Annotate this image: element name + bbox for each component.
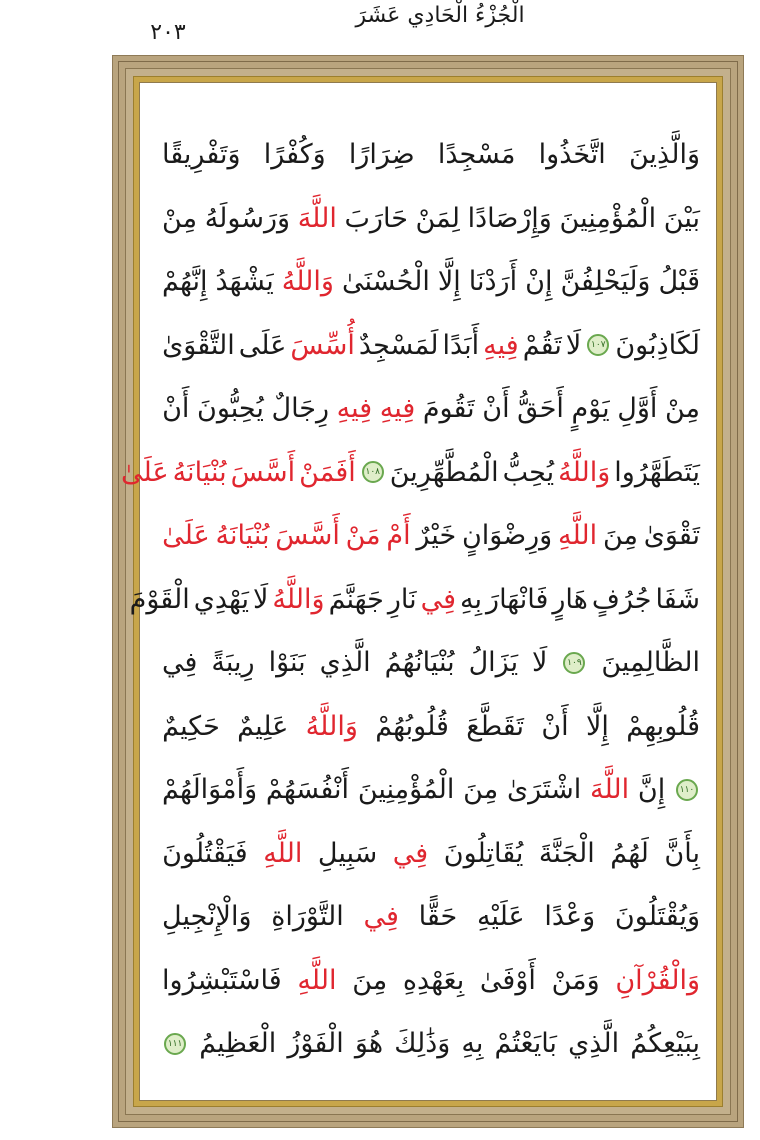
page-number: ٢٠٣	[150, 20, 186, 45]
word: بُنْيَانُهُمُ	[384, 647, 455, 679]
word: بِأَنَّ	[664, 837, 700, 869]
word: قَبْلُ	[658, 266, 700, 298]
highlighted-word: وَاللَّهُ	[272, 583, 325, 615]
word: لِمَنْ	[415, 202, 460, 234]
highlighted-word: اللَّهِ	[558, 520, 598, 552]
word: الْمُطَّهِّرِينَ	[389, 456, 499, 488]
frame-band	[121, 68, 731, 1115]
text-line	[121, 441, 702, 505]
word: وَرَسُولَهُ	[204, 202, 291, 234]
word: مِنَ	[602, 520, 638, 552]
word: عَلَيْهِ	[476, 901, 525, 933]
highlighted-word: وَاللَّهُ	[558, 456, 611, 488]
word: حَقًّا	[418, 901, 458, 933]
word: بِهِ	[461, 1028, 484, 1060]
highlighted-word: وَالْقُرْآنِ	[615, 964, 700, 996]
highlighted-word: أَسَّسَ	[230, 456, 296, 488]
word: مِنْ	[162, 202, 198, 234]
word: لَهُمُ	[610, 837, 649, 869]
word: الْفَوْزُ	[287, 1028, 344, 1060]
word: يُحِبُّونَ	[197, 393, 264, 425]
word: التَّقْوَىٰ	[162, 329, 235, 361]
verse-number-marker: ١١١	[164, 1033, 186, 1055]
highlighted-word: اللَّهِ	[297, 964, 337, 996]
highlighted-word: اللَّهَ	[590, 774, 630, 806]
word: تَقَطَّعَ	[466, 710, 524, 742]
text-line	[160, 1012, 702, 1076]
highlighted-word: فِي	[420, 583, 457, 615]
word: الظَّالِمِينَ	[601, 647, 700, 679]
word: اتَّخَذُوا	[538, 139, 606, 171]
highlighted-word: أَسَّسَ	[275, 520, 340, 552]
word: قُلُوبِهِمْ	[626, 710, 700, 742]
word: هَارٍ	[552, 583, 588, 615]
highlighted-word: فِيهِ	[379, 393, 416, 425]
word: مَسْجِدًا	[437, 139, 516, 171]
word: لَا	[565, 329, 582, 361]
word: هُوَ	[354, 1028, 384, 1060]
word: وَمَنْ	[551, 964, 600, 996]
word: إِلَّا	[437, 266, 461, 298]
word: يُقَاتِلُونَ	[443, 837, 524, 869]
word: الْعَظِيمُ	[199, 1028, 277, 1060]
highlighted-word: بُنْيَانَهُ	[215, 520, 270, 552]
word: فَانْهَارَ	[486, 583, 549, 615]
word: تَقْوَىٰ	[643, 520, 700, 552]
text-line	[160, 314, 702, 378]
highlighted-word: أَفَمَنْ	[299, 456, 356, 488]
word: يَتَطَهَّرُوا	[614, 456, 700, 488]
highlighted-word: عَلَىٰ	[162, 520, 210, 552]
word: وَأَمْوَالَهُمْ	[162, 774, 258, 806]
word: وَذَٰلِكَ	[394, 1028, 451, 1060]
word: وَعْدًا	[544, 901, 596, 933]
word: وَلَيَحْلِفُنَّ	[560, 266, 651, 298]
text-line	[129, 568, 702, 632]
word: نَارِ	[387, 583, 417, 615]
word: إِنَّهُمْ	[162, 266, 208, 298]
word: أَنْ	[482, 393, 510, 425]
word: التَّوْرَاةِ	[271, 901, 344, 933]
word: أَنْ	[541, 710, 569, 742]
word: إِلَّا	[586, 710, 609, 742]
word: وَكُفْرًا	[263, 139, 326, 171]
word: لَكَاذِبُونَ	[615, 329, 700, 361]
word: أَرَدْنَا	[468, 266, 518, 298]
text-line	[160, 123, 702, 187]
page-frame	[112, 55, 744, 1128]
word: الْقَوْمَ	[129, 583, 190, 615]
word: بَايَعْتُمْ	[494, 1028, 557, 1060]
word: شَفَا	[655, 583, 700, 615]
word: الْجَنَّةَ	[538, 837, 595, 869]
verse-number-marker: ١٠٩	[563, 652, 585, 674]
word: عَلِيمٌ	[237, 710, 289, 742]
text-line	[160, 250, 702, 314]
text-panel	[121, 82, 717, 1101]
highlighted-word: أُسِّسَ	[290, 329, 355, 361]
word: تَقُومَ	[422, 393, 475, 425]
highlighted-word: فِيهِ	[336, 393, 373, 425]
highlighted-word: عَلَىٰ	[121, 456, 169, 488]
word: ضِرَارًا	[348, 139, 415, 171]
text-line	[160, 377, 702, 441]
word: بَيْنَ	[663, 202, 700, 234]
word: وَيُقْتَلُونَ	[614, 901, 700, 933]
verse-lines	[121, 123, 702, 1076]
word: الْمُؤْمِنِينَ	[559, 202, 657, 234]
word: جُرُفٍ	[591, 583, 652, 615]
highlighted-word: وَاللَّهُ	[305, 710, 358, 742]
text-line	[160, 885, 702, 949]
word: فَاسْتَبْشِرُوا	[162, 964, 282, 996]
highlighted-word: فِي	[363, 901, 399, 933]
word: الْحُسْنَىٰ	[341, 266, 430, 298]
word: أَحَقُّ	[517, 393, 564, 425]
word: فِي	[162, 647, 198, 679]
frame-gold-border	[121, 76, 723, 1107]
word: الْمُؤْمِنِينَ	[357, 774, 455, 806]
highlighted-word: اللَّهَ	[297, 202, 337, 234]
word: وَالْإِنْجِيلِ	[162, 901, 252, 933]
word: يُحِبُّ	[502, 456, 555, 488]
word: بِعَهْدِهِ	[402, 964, 465, 996]
word: مِنَ	[352, 964, 388, 996]
word: يَهْدِي	[193, 583, 249, 615]
word: إِنَّ	[637, 774, 666, 806]
text-line	[160, 504, 702, 568]
word: الَّذِي	[568, 1028, 620, 1060]
word: حَكِيمٌ	[162, 710, 220, 742]
verse-number-marker: ١١٠	[676, 779, 698, 801]
word: أَنْ	[162, 393, 190, 425]
word: رِجَالٌ	[271, 393, 330, 425]
word: يَزَالُ	[468, 647, 519, 679]
word: إِنْ	[525, 266, 553, 298]
highlighted-word: فِيهِ	[483, 329, 519, 361]
highlighted-word: أَمْ	[386, 520, 411, 552]
word: بَنَوْا	[268, 647, 306, 679]
word: بِبَيْعِكُمُ	[630, 1028, 700, 1060]
word: أَنْفُسَهُمْ	[265, 774, 350, 806]
highlighted-word: فِي	[392, 837, 429, 869]
word: اشْتَرَىٰ	[506, 774, 582, 806]
word: الَّذِي	[319, 647, 371, 679]
verse-number-marker: ١٠٨	[362, 461, 384, 483]
highlighted-word: مَنْ	[345, 520, 381, 552]
word: خَيْرٌ	[416, 520, 457, 552]
word: مِنْ	[664, 393, 700, 425]
word: لَا	[252, 583, 269, 615]
word: رِيبَةً	[211, 647, 255, 679]
word: أَبَدًا	[442, 329, 480, 361]
word: يَوْمٍ	[571, 393, 610, 425]
word: بِهِ	[460, 583, 483, 615]
text-line	[160, 187, 702, 251]
word: وَالَّذِينَ	[628, 139, 700, 171]
word: وَإِرْصَادًا	[467, 202, 552, 234]
highlighted-word: بُنْيَانَهُ	[172, 456, 227, 488]
word: حَارَبَ	[344, 202, 408, 234]
word: يَشْهَدُ	[215, 266, 274, 298]
text-line	[160, 631, 702, 695]
word: عَلَى	[238, 329, 287, 361]
word: قُلُوبُهُمْ	[375, 710, 449, 742]
text-line	[160, 949, 702, 1013]
word: سَبِيلِ	[317, 837, 378, 869]
word: أَوَّلِ	[617, 393, 658, 425]
verse-number-marker: ١٠٧	[587, 334, 609, 356]
word: وَتَفْرِيقًا	[162, 139, 241, 171]
word: تَقُمْ	[522, 329, 562, 361]
text-line	[160, 822, 702, 886]
text-line	[160, 758, 702, 822]
highlighted-word: اللَّهِ	[263, 837, 303, 869]
word: لَمَسْجِدٌ	[358, 329, 439, 361]
word: جَهَنَّمَ	[328, 583, 384, 615]
highlighted-word: وَاللَّهُ	[281, 266, 334, 298]
word: مِنَ	[463, 774, 499, 806]
word: وَرِضْوَانٍ	[461, 520, 553, 552]
word: فَيَقْتُلُونَ	[162, 837, 248, 869]
juz-header-title: الْجُزْءُ الْحَادِي عَشَرَ	[355, 3, 525, 28]
text-line	[160, 695, 702, 759]
word: لَا	[532, 647, 548, 679]
word: أَوْفَىٰ	[479, 964, 536, 996]
